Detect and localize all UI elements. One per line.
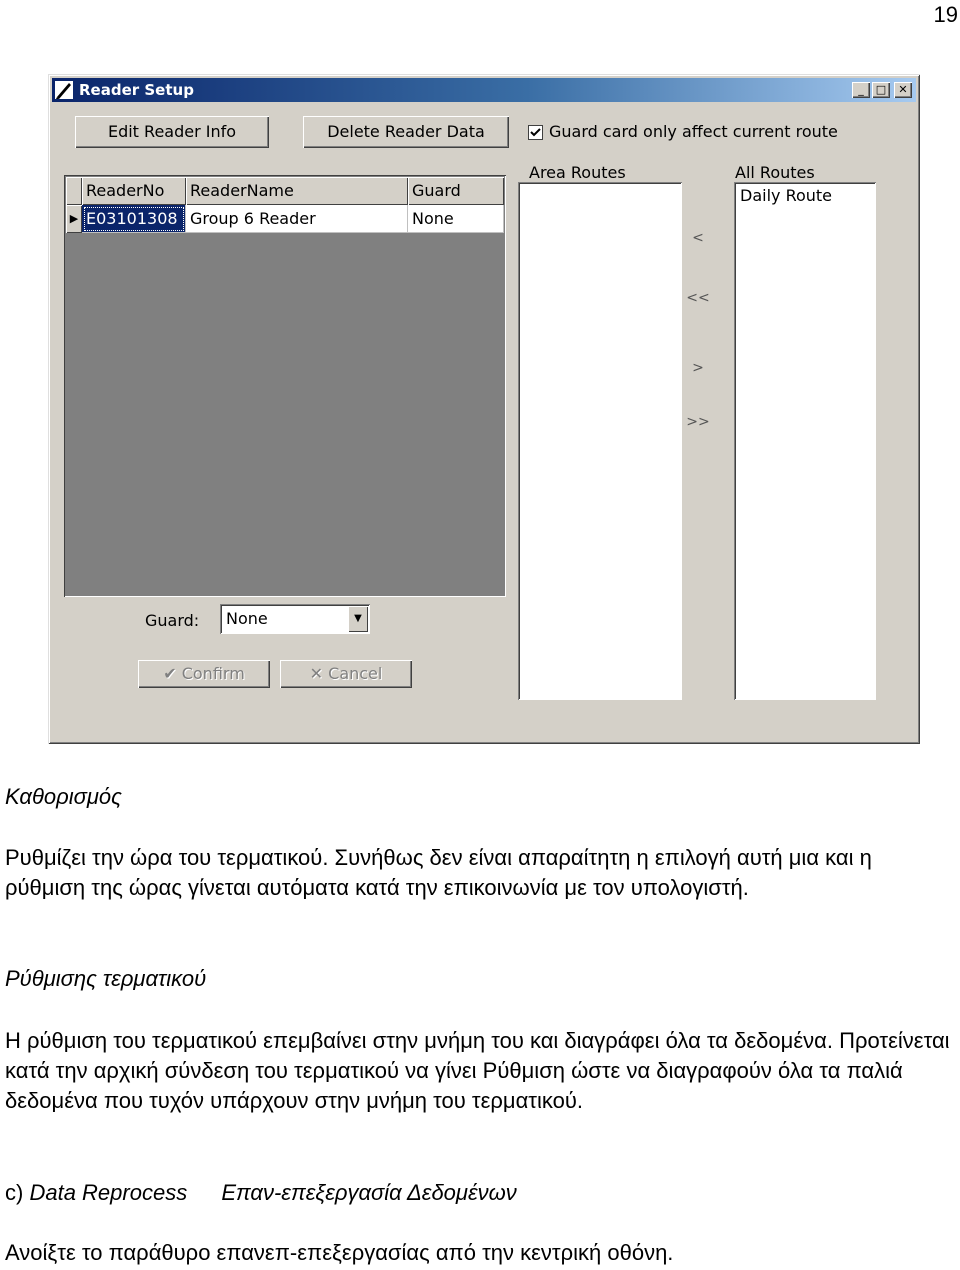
x-icon: ✕ xyxy=(309,664,324,683)
checkmark-icon xyxy=(529,126,542,139)
guard-select-value: None xyxy=(226,609,268,628)
guard-card-label: Guard card only affect current route xyxy=(549,122,838,141)
move-left-button[interactable]: < xyxy=(692,230,704,246)
all-routes-label: All Routes xyxy=(735,163,815,182)
guard-card-option[interactable] xyxy=(528,122,838,141)
area-routes-label: Area Routes xyxy=(529,163,626,182)
delete-reader-data-button[interactable]: Delete Reader Data xyxy=(303,116,509,148)
area-routes-list[interactable] xyxy=(518,182,682,700)
check-icon: ✔ xyxy=(163,664,177,683)
window-title: Reader Setup xyxy=(79,81,194,99)
heading-rythmisi: Ρύθμισης τερματικού xyxy=(5,966,207,991)
cell-guard[interactable]: None xyxy=(408,205,504,233)
section-title-en: Data Reprocess xyxy=(29,1180,188,1205)
guard-label: Guard: xyxy=(145,611,200,630)
app-icon xyxy=(55,81,73,99)
all-routes-list[interactable] xyxy=(734,182,876,700)
section-title-gr: Επαν-επεξεργασία Δεδομένων xyxy=(221,1180,517,1205)
section-heading xyxy=(5,1178,955,1208)
move-right-button[interactable]: > xyxy=(692,360,704,376)
close-button[interactable]: ✕ xyxy=(894,82,912,98)
minimize-button[interactable]: _ xyxy=(852,82,870,98)
reader-grid[interactable] xyxy=(64,175,506,597)
paragraph-1: Ρυθμίζει την ώρα του τερματικού. Συνήθως δεν είναι απαραίτητη η επιλογή αυτή μια και η ρύθμιση της ώρας γίνεται αυτόματα κατά την επικοινωνία με τον υπολογιστή. xyxy=(5,845,872,900)
move-all-left-button[interactable]: << xyxy=(686,290,710,306)
column-header-readerno[interactable]: ReaderNo xyxy=(82,177,186,205)
heading-kathorismos: Καθορισμός xyxy=(5,784,122,809)
cancel-button[interactable] xyxy=(280,660,412,688)
paragraph-2: Η ρύθμιση του τερματικού επεμβαίνει στην μνήμη του και διαγράφει όλα τα δεδομένα. Προτείνεται κατά την αρχική σύνδεση του τερματικού να γίνει Ρύθμιση ώστε να διαγραφούν όλα τα παλιά δεδομένα που τυχόν υπάρχουν στην μνήμη του τερματικού. xyxy=(5,1028,950,1113)
guard-card-checkbox[interactable] xyxy=(528,125,543,140)
cell-readerno[interactable]: E03101308 xyxy=(82,205,186,233)
list-item[interactable]: Daily Route xyxy=(740,186,833,205)
column-header-readername[interactable]: ReaderName xyxy=(186,177,408,205)
confirm-button[interactable] xyxy=(138,660,270,688)
dropdown-arrow-icon[interactable]: ▼ xyxy=(348,606,368,632)
column-header-guard[interactable]: Guard xyxy=(408,177,504,205)
paragraph-3: Ανοίξτε το παράθυρο επανεπ-επεξεργασίας από την κεντρική οθόνη. xyxy=(5,1240,674,1265)
page-number: 19 xyxy=(933,2,958,27)
maximize-button[interactable]: □ xyxy=(872,82,890,98)
edit-reader-info-button[interactable]: Edit Reader Info xyxy=(75,116,269,148)
row-indicator-icon[interactable]: ▶ xyxy=(66,205,82,233)
cell-readername[interactable]: Group 6 Reader xyxy=(186,205,408,233)
title-bar[interactable] xyxy=(52,78,916,102)
move-all-right-button[interactable]: >> xyxy=(686,414,710,430)
section-prefix: c) xyxy=(5,1180,24,1205)
reader-setup-window xyxy=(48,74,920,744)
guard-select[interactable] xyxy=(220,604,370,634)
cancel-label: Cancel xyxy=(328,664,383,683)
grid-corner xyxy=(66,177,82,205)
confirm-label: Confirm xyxy=(181,664,245,683)
